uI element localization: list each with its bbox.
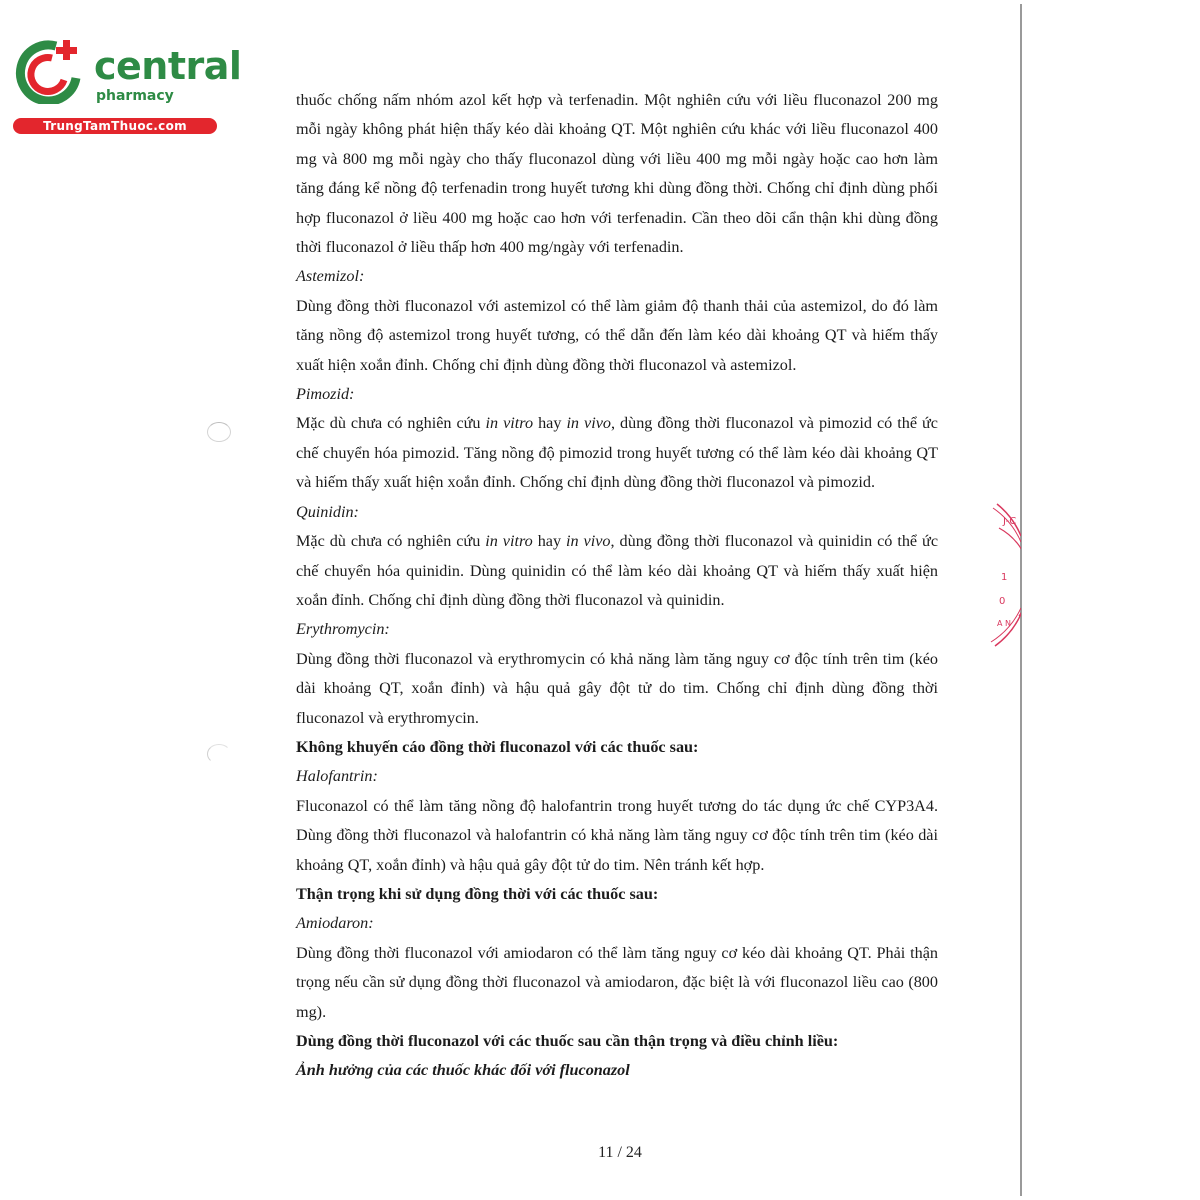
label-amiodaron: Amiodaron:	[296, 914, 374, 933]
text-run: , dùng đồng thời fluconazol và pimozid có thể ức chế chuyển hóa pimozid. Tăng nồng độ pimozid trong huyết tương có thể làm kéo dài khoảng QT và hiếm thấy xuất hiện xoắn đỉnh. Chống chỉ định dùng đồng thời fluconazol và pimozid.	[296, 414, 938, 492]
logo-url-banner: TrungTamThuoc.com	[13, 118, 217, 134]
paragraph-quinidin	[296, 527, 938, 615]
subheading-other-drugs-effect: Ảnh hưởng của các thuốc khác đối với fluconazol	[296, 1061, 630, 1080]
italic-term-in-vivo: in vivo	[566, 414, 611, 433]
paragraph-amiodaron: Dùng đồng thời fluconazol với amiodaron có thể làm tăng nguy cơ kéo dài khoảng QT. Phải thận trọng nếu cần sử dụng đồng thời fluconazol và amiodaron, đặc biệt là với fluconazol liều cao (800 mg).	[296, 943, 938, 1021]
punch-hole-mark	[207, 422, 231, 442]
text-run: Mặc dù chưa có nghiên cứu	[296, 414, 486, 433]
label-astemizol: Astemizol:	[296, 267, 365, 286]
page-number: 11 / 24	[598, 1144, 642, 1161]
heading-not-recommended: Không khuyến cáo đồng thời fluconazol với các thuốc sau:	[296, 737, 699, 756]
label-pimozid: Pimozid:	[296, 385, 355, 404]
italic-term-in-vitro: in vitro	[485, 532, 533, 551]
document-body	[296, 86, 938, 1086]
red-seal-stamp-icon	[985, 496, 1021, 656]
logo-brand-text: central	[94, 44, 242, 88]
label-erythromycin: Erythromycin:	[296, 620, 390, 639]
svg-text:J-C: J-C	[1003, 516, 1017, 527]
pharmacy-logo	[8, 36, 242, 138]
paragraph-pimozid	[296, 409, 938, 497]
italic-term-in-vivo: in vivo	[566, 532, 611, 551]
punch-hole-mark	[207, 744, 231, 764]
text-run: hay	[532, 532, 567, 551]
central-pharmacy-logo-icon	[12, 38, 84, 104]
svg-text:A N: A N	[997, 619, 1011, 628]
logo-sub-text: pharmacy	[96, 88, 174, 104]
text-run: , dùng đồng thời fluconazol và quinidin có thể ức chế chuyển hóa quinidin. Dùng quinidin có thể làm kéo dài khoảng QT và hiếm thấy xuất hiện xoắn đỉnh. Chống chỉ định dùng đồng thời fluconazol và quinidin.	[296, 532, 939, 609]
paragraph-astemizol: Dùng đồng thời fluconazol với astemizol có thể làm giảm độ thanh thải của astemizol, do đó làm tăng nồng độ astemizol trong huyết tương, có thể dẫn đến làm kéo dài khoảng QT và hiếm thấy xuất hiện xoắn đỉnh. Chống chỉ định dùng đồng thời fluconazol và astemizol.	[296, 296, 938, 374]
label-halofantrin: Halofantrin:	[296, 767, 378, 786]
text-run: Mặc dù chưa có nghiên cứu	[296, 532, 486, 551]
svg-text:1: 1	[1001, 572, 1008, 583]
label-quinidin: Quinidin:	[296, 502, 359, 521]
paragraph-terfenadin: thuốc chống nấm nhóm azol kết hợp và terfenadin. Một nghiên cứu với liều fluconazol 200 mg mỗi ngày không phát hiện thấy kéo dài khoảng QT. Một nghiên cứu khác với liều fluconazol 400 mg và 800 mg mỗi ngày cho thấy fluconazol dùng với liều 400 mg mỗi ngày hoặc cao hơn làm tăng đáng kể nồng độ terfenadin trong huyết tương khi dùng đồng thời. Chống chỉ định dùng phối hợp fluconazol ở liều 400 mg hoặc cao hơn với terfenadin. Cần theo dõi cẩn thận khi dùng đồng thời fluconazol ở liều thấp hơn 400 mg/ngày với terfenadin.	[296, 91, 938, 257]
heading-dose-adjustment: Dùng đồng thời fluconazol với các thuốc sau cần thận trọng và điều chỉnh liều:	[296, 1032, 839, 1050]
italic-term-in-vitro: in vitro	[485, 414, 534, 433]
svg-text:0: 0	[999, 596, 1006, 607]
text-run: hay	[533, 414, 567, 433]
paragraph-halofantrin: Fluconazol có thể làm tăng nồng độ halofantrin trong huyết tương do tác dụng ức chế CYP3A4. Dùng đồng thời fluconazol và halofantrin có khả năng làm tăng nguy cơ độc tính trên tim (kéo dài khoảng QT, xoắn đỉnh) và hậu quả gây đột tử do tim. Nên tránh kết hợp.	[296, 796, 938, 874]
heading-caution: Thận trọng khi sử dụng đồng thời với các thuốc sau:	[296, 884, 659, 903]
paragraph-erythromycin: Dùng đồng thời fluconazol và erythromycin có khả năng làm tăng nguy cơ độc tính trên tim (kéo dài khoảng QT, xoắn đỉnh) và hậu quả gây đột tử do tim. Chống chỉ định dùng đồng thời fluconazol và erythromycin.	[296, 649, 938, 727]
